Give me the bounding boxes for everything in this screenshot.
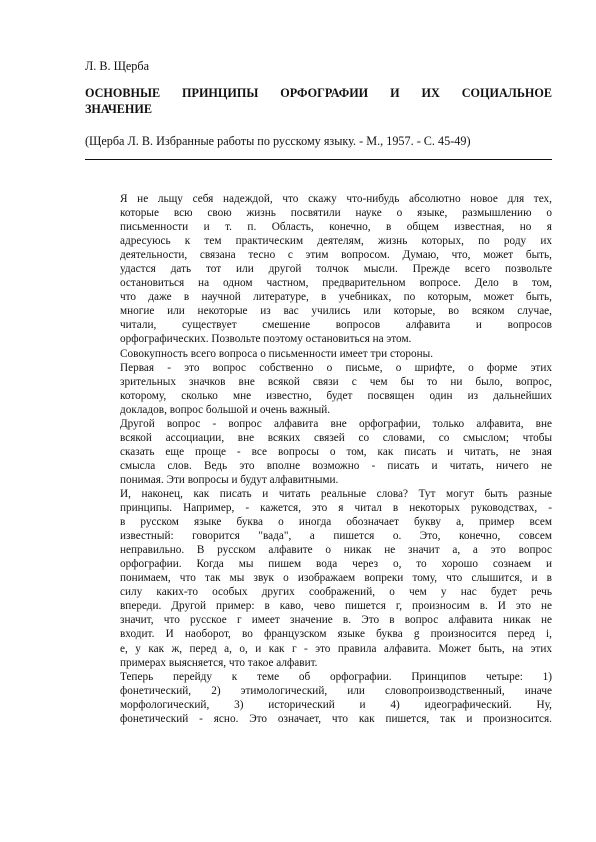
body-line: что даже в научной литературе, в учебниках, по которым, может быть, [120,291,552,304]
header-divider [85,159,552,160]
body-line: примерах выясняется, что такое алфавит. [120,656,318,669]
body-line: И, наконец, как писать и читать реальные слова? Тут могут быть разные [120,487,552,500]
body-line: Совокупность всего вопроса о письменности имеет три стороны. [120,347,434,360]
body-line: деятельности, связана тесно с этим вопросом. Думаю, что, может быть, [120,249,552,262]
body-line: входит. И наоборот, во французском языке буква g произносится перед i, [120,628,552,641]
body-line: смысла слов. Ведь это вполне возможно - писать и читать, ничего не [120,459,552,472]
body-line: морфологический, 3) исторический и 4) идеографический. Ну, [120,698,552,711]
body-line: впереди. Другой пример: в каво, чево пишется г, произносим в. И это не [120,600,552,613]
body-line: многие или некоторые из вас учились или которые, во всяком случае, [120,305,552,318]
body-line: неправильно. В русском алфавите о никак не значит а, а это вопрос [120,544,552,557]
body-line: удастся дать тот или другой толчок мысли. Прежде всего позвольте [120,263,552,276]
body-line: принципы. Например, - кажется, это я читал в некоторых руководствах, - [120,502,552,515]
source-citation: (Щерба Л. В. Избранные работы по русскому языку. - М., 1957. - С. 45-49) [85,134,471,148]
body-line: зрительных значков вне всякой связи с чем бы то ни было, вопрос, [120,375,552,388]
body-line: всякой ассоциации, вне всяких связей со словами, со смыслом; чтобы [120,431,552,444]
body-line: понимая. Эти вопросы и будут алфавитными. [120,473,339,486]
body-line: значит, что русское г имеет значение в. Это в вопрос алфавита никак не [120,614,552,627]
body-line: письменности и т. п. Область, конечно, в общем известная, но я [120,221,552,234]
body-line: орфографии. Когда мы пишем вода через о, то хорошо сознаем и [120,558,552,571]
body-line: известный: говорится "вада", а пишется о. Это, конечно, совсем [120,530,552,543]
body-line: силу каких-то особых других соображений, о чем у нас будет речь [120,586,552,599]
body-line: докладов, вопрос большой и очень важный. [120,403,331,416]
body-line: которому, сколько мне известно, будет посвящен один из дальнейших [120,389,552,402]
body-line: которые всю свою жизнь посвятили науке о языке, размышлению о [120,207,552,220]
body-line: понимаем, что так мы звук о изображаем вопреки тому, что слышится, и в [120,572,552,585]
article-title-line-1: ОСНОВНЫЕ ПРИНЦИПЫ ОРФОГРАФИИ И ИХ СОЦИАЛЬНОЕ [85,86,552,100]
body-line: остановиться на одном частном, предварительном вопросе. Дело в том, [120,277,552,290]
article-title [85,86,552,117]
body-line: в русском языке буква о иногда обозначает букву а, пример всем [120,516,552,529]
body-line: адресуюсь к тем практическим деятелям, жизнь которых, по роду их [120,235,552,248]
body-line: фонетический, 2) этимологический, или словопроизводственный, иначе [120,684,552,697]
body-line: фонетический - ясно. Это означает, что как пишется, так и произносится. [120,712,552,725]
body-line: Другой вопрос - вопрос алфавита вне орфографии, только алфавита, вне [120,417,552,430]
body-line: е, у как ж, перед а, о, и как г - это правила алфавита. Может быть, на этих [120,642,552,655]
article-title-line-2: ЗНАЧЕНИЕ [85,101,153,116]
body-line: сказать еще проще - все вопросы о том, как писать и читать, не зная [120,445,552,458]
body-line: орфографических. Позвольте поэтому остановиться на этом. [120,333,412,346]
body-line: Первая - это вопрос собственно о письме, о шрифте, о форме этих [120,361,552,374]
article-body [120,192,552,726]
body-line: читали, существует смешение вопросов алфавита и вопросов [120,319,552,332]
body-line: Теперь перейду к теме об орфографии. Принципов четыре: 1) [120,670,552,683]
body-line: Я не льщу себя надеждой, что скажу что-нибудь абсолютно новое для тех, [120,193,552,205]
author-name: Л. В. Щерба [85,59,149,73]
